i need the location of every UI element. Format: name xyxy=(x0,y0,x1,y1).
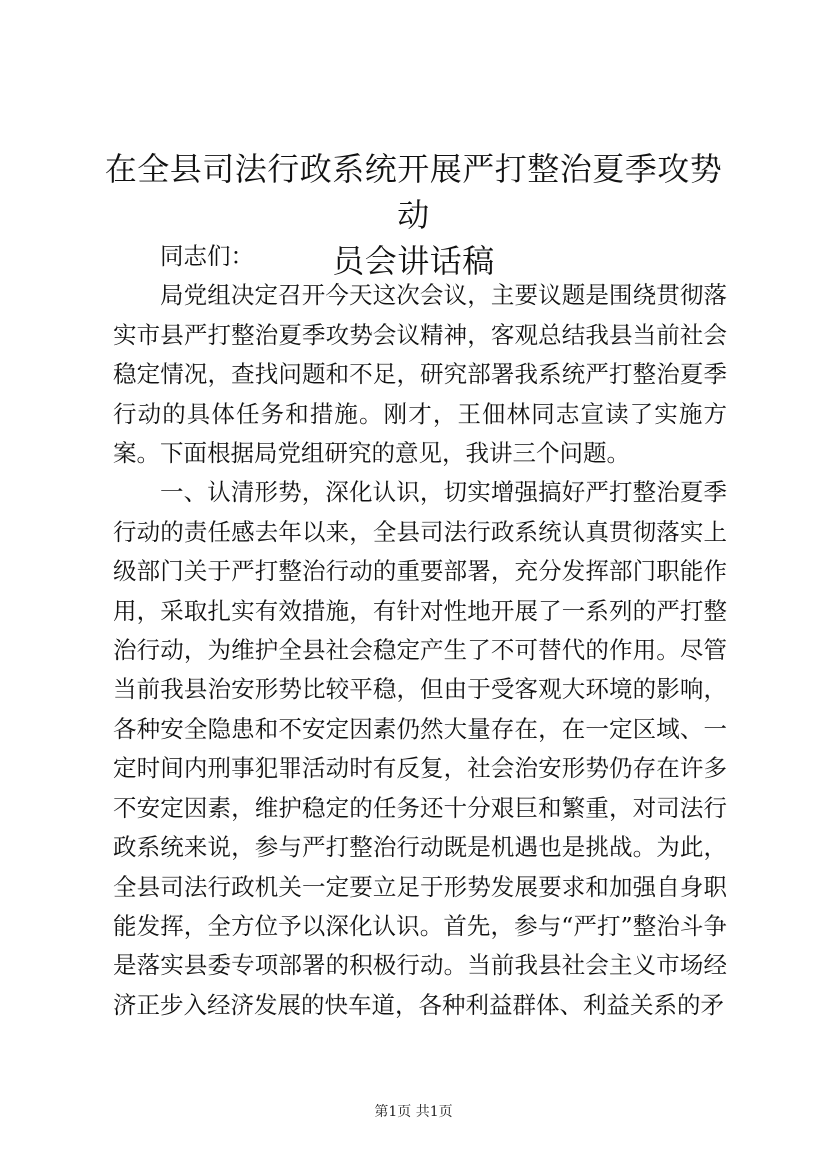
paragraph-section-one: 一、认清形势，深化认识，切实增强搞好严打整治夏季行动的责任感去年以来，全县司法行政系统认真贯彻落实上级部门关于严打整治行动的重要部署，充分发挥部门职能作用，采取扎实有效措施，有针对性地开展了一系列的严打整治行动，为维护全县社会稳定产生了不可替代的作用。尽管当前我县治安形势比较平稳，但由于受客观大环境的影响，各种安全隐患和不安定因素仍然大量存在，在一定区域、一定时间内刑事犯罪活动时有反复，社会治安形势仍存在许多不安定因素，维护稳定的任务还十分艰巨和繁重，对司法行政系统来说，参与严打整治行动既是机遇也是挑战。为此，全县司法行政机关一定要立足于形势发展要求和加强自身职能发挥，全方位予以深化认识。首先，参与“严打”整治斗争是落实县委专项部署的积极行动。当前我县社会主义市场经济正步入经济发展的快车道，各种利益群体、利益关系的矛 xyxy=(113,478,727,1019)
page-number-footer: 第1页 共1页 xyxy=(374,1104,453,1120)
title-line-1: 在全县司法行政系统开展严打整治夏季攻势动 xyxy=(104,150,723,234)
title-line-2: 员会讲话稿 xyxy=(332,242,495,280)
salutation: 同志们： xyxy=(160,242,254,270)
paragraph-intro: 局党组决定召开今天这次会议，主要议题是围绕贯彻落实市县严打整治夏季攻势会议精神，客观总结我县当前社会稳定情况，查找问题和不足，研究部署我系统严打整治夏季行动的具体任务和措施。刚才，王佃林同志宣读了实施方案。下面根据局党组研究的意见，我讲三个问题。 xyxy=(113,281,727,468)
document-body xyxy=(113,237,727,1025)
